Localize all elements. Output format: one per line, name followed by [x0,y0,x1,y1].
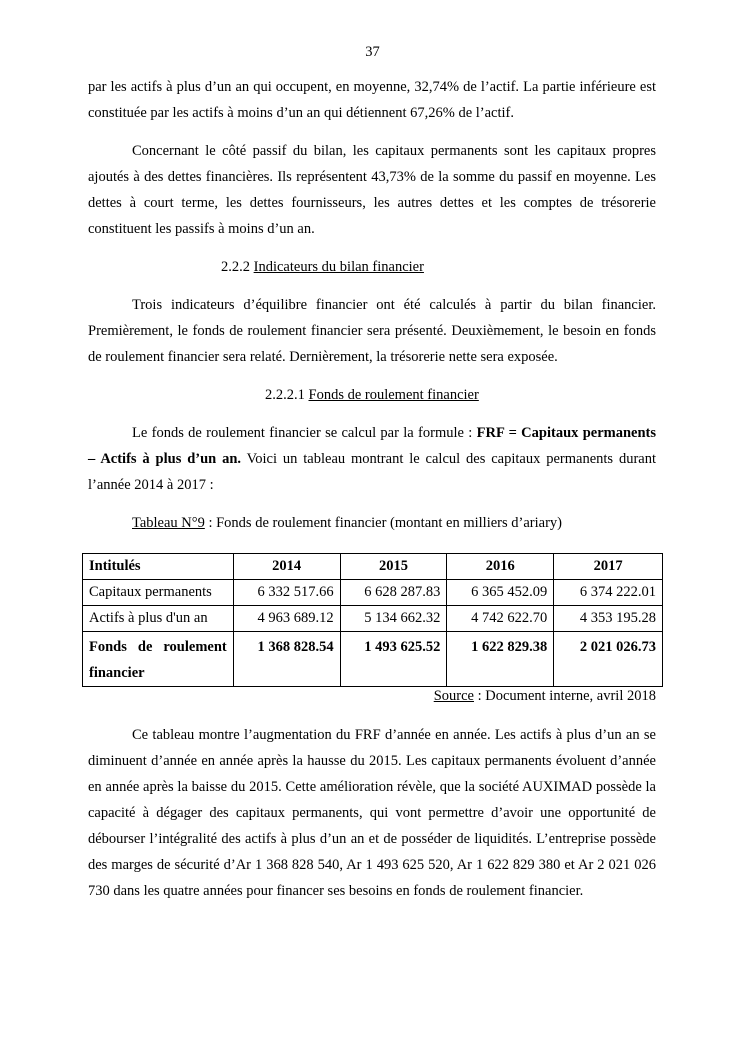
heading-title: Indicateurs du bilan financier [253,259,424,275]
cell-value: 1 493 625.52 [340,632,447,687]
paragraph-5: Ce tableau montre l’augmentation du FRF d’année en année. Les actifs à plus d’un an se diminuent d’année en année après la hausse du 2015. Les capitaux permanents évoluent d’année en année après la baisse du 2015. Cette amélioration révèle, que la société AUXIMAD possède la capacité à dégager des capitaux permanents, qui vont permettre d’avoir une opportunité de débourser l’intégralité des actifs à plus d’un an et de posséder de liquidités. L’entreprise possède des marges de sécurité d’Ar 1 368 828 540, Ar 1 493 625 520, Ar 1 622 829 380 et Ar 2 021 026 730 dans les quatre années pour financer ses besoins en fonds de roulement financier. [88,727,656,899]
cell-value: 6 628 287.83 [340,580,447,606]
paragraph-2: Concernant le côté passif du bilan, les capitaux permanents sont les capitaux propres ajoutés à des dettes financières. Ils représentent 43,73% de la somme du passif en moyenne. Les dettes à court terme, les dettes fournisseurs, les autres dettes et les comptes de trésorerie constituent les passifs à moins d’un an. [88,143,656,237]
cell-value: 2 021 026.73 [554,632,663,687]
table-row [83,606,663,632]
cell-value: 6 365 452.09 [447,580,554,606]
caption-text: : Fonds de roulement financier (montant en milliers d’ariary) [204,515,562,531]
formula-intro: Le fonds de roulement financier se calcul par la formule : [132,425,477,441]
cell-value: 6 374 222.01 [554,580,663,606]
table-header-row [83,554,663,580]
paragraph-4 [88,420,656,498]
heading-number: 2.2.2.1 [265,387,309,403]
cell-value: 6 332 517.66 [233,580,340,606]
row-label: Fonds de roulement financier [83,632,234,687]
header-cell: 2014 [233,554,340,580]
formula-outro: Voici un tableau montrant le calcul des capitaux permanents durant l’année 2014 à 2017 : [88,451,656,493]
source-label: Source [433,688,474,704]
table-row [83,580,663,606]
cell-value: 4 963 689.12 [233,606,340,632]
heading-title: Fonds de roulement financier [308,387,479,403]
body-text-bottom [88,722,656,904]
cell-value: 4 353 195.28 [554,606,663,632]
source-text: : Document interne, avril 2018 [473,688,656,704]
row-label: Actifs à plus d'un an [83,606,234,632]
cell-value: 1 368 828.54 [233,632,340,687]
header-cell: 2015 [340,554,447,580]
paragraph-3: Trois indicateurs d’équilibre financier ont été calculés à partir du bilan financier. Premièrement, le fonds de roulement financier sera présenté. Deuxièmement, le besoin en fonds de roulement financier sera relaté. Dernièrement, la trésorerie nette sera exposée. [88,297,656,365]
page-number: 37 [365,44,380,60]
frf-table [82,553,663,687]
caption-label: Tableau N°9 [132,515,205,531]
header-cell: Intitulés [83,554,234,580]
table-total-row [83,632,663,687]
section-heading-2-2-2-1 [88,382,656,408]
header-cell: 2016 [447,554,554,580]
section-heading-2-2-2 [88,254,656,280]
cell-value: 5 134 662.32 [340,606,447,632]
cell-value: 1 622 829.38 [447,632,554,687]
formula: FRF = Capitaux permanents – Actifs à plus d’un an. [88,425,656,467]
body-text-top [88,74,656,536]
table-caption [88,510,656,536]
header-cell: 2017 [554,554,663,580]
cell-value: 4 742 622.70 [447,606,554,632]
table-source [88,686,656,706]
heading-number: 2.2.2 [221,259,254,275]
row-label: Capitaux permanents [83,580,234,606]
paragraph-1: par les actifs à plus d’un an qui occupent, en moyenne, 32,74% de l’actif. La partie inférieure est constituée par les actifs à moins d’un an qui détiennent 67,26% de l’actif. [88,79,656,121]
